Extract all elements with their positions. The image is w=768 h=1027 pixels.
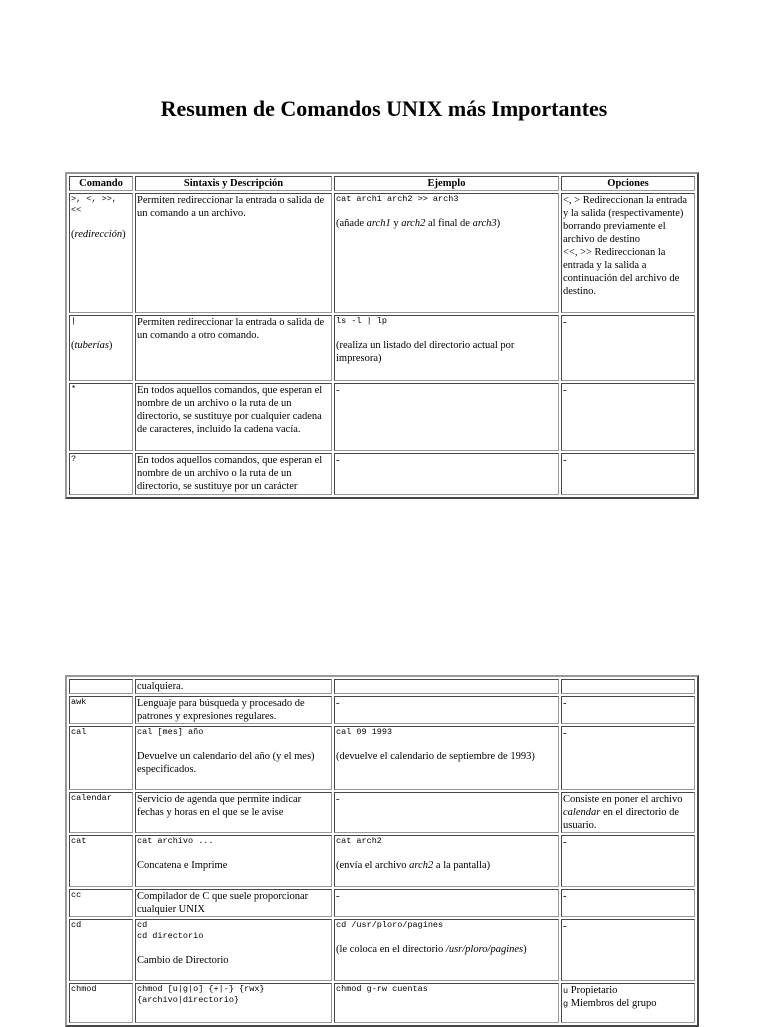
syntax-code: chmod [u|g|o] {+|-} {rwx} {archivo|directorio} [137, 984, 265, 1005]
example-code: cat arch1 arch2 >> arch3 [336, 194, 459, 204]
cell-opciones: - [561, 726, 695, 790]
cell-comando [69, 679, 133, 694]
cell-ejemplo: - [334, 453, 559, 495]
example-code: chmod g-rw cuentas [336, 984, 428, 994]
table-row [69, 315, 695, 381]
table-row [69, 696, 695, 724]
cell-descripcion [135, 835, 332, 887]
table-row [69, 919, 695, 981]
cell-opciones: - [561, 835, 695, 887]
cell-ejemplo: - [334, 889, 559, 917]
command-name: cal [71, 727, 87, 737]
table-row [69, 889, 695, 917]
cell-opciones: Consiste en poner el archivo calendar en el directorio de usuario. [561, 792, 695, 833]
cell-descripcion: Permiten redireccionar la entrada o salida de un comando a un archivo. [135, 193, 332, 313]
cell-opciones: <, > Redireccionan la entrada y la salida (respectivamente) borrando previamente el archivo de destino <<, >> Redireccionan la entrada y la salida a continuación del archivo de destino. [561, 193, 695, 313]
command-name: awk [71, 697, 87, 707]
cell-descripcion: Permiten redireccionar la entrada o salida de un comando a otro comando. [135, 315, 332, 381]
cell-opciones: u Propietario g Miembros del grupo [561, 983, 695, 1023]
example-code: cat arch2 [336, 836, 382, 846]
command-category: tuberías [74, 340, 109, 351]
command-name: chmod [71, 984, 97, 994]
cell-descripcion [135, 919, 332, 981]
table-row [69, 383, 695, 451]
description-text: Cambio de Directorio [137, 955, 229, 966]
description-text: Devuelve un calendario del año (y el mes) especificados. [137, 751, 315, 775]
commands-table-top [65, 172, 699, 499]
cell-ejemplo: - [334, 383, 559, 451]
command-name: >, <, >>, << [71, 194, 117, 215]
cell-descripcion: Lenguaje para búsqueda y procesado de patrones y expresiones regulares. [135, 696, 332, 724]
option-key: u [563, 986, 569, 996]
cell-ejemplo [334, 983, 559, 1023]
example-code: cd /usr/ploro/pagines [336, 920, 444, 930]
example-code: cal 09 1993 [336, 727, 393, 737]
cell-ejemplo: - [334, 792, 559, 833]
table-row [69, 193, 695, 313]
cell-ejemplo [334, 315, 559, 381]
cell-comando [69, 696, 133, 724]
header-comando: Comando [69, 176, 133, 191]
table-row [69, 453, 695, 495]
table-row [69, 726, 695, 790]
cell-descripcion [135, 726, 332, 790]
table-row [69, 835, 695, 887]
cell-comando [69, 919, 133, 981]
cell-opciones: - [561, 919, 695, 981]
cell-descripcion: cualquiera. [135, 679, 332, 694]
syntax-code: cd cd directorio [137, 920, 204, 941]
header-ejemplo: Ejemplo [334, 176, 559, 191]
cell-opciones: - [561, 453, 695, 495]
cell-ejemplo: cat arch1 arch2 >> arch3 (añade arch1 y arch2 al final de arch3) [334, 193, 559, 313]
cell-ejemplo [334, 679, 559, 694]
command-name: calendar [71, 793, 112, 803]
cell-opciones: - [561, 889, 695, 917]
page-title: Resumen de Comandos UNIX más Importantes [160, 96, 608, 121]
syntax-code: cal [mes] año [137, 727, 204, 737]
command-name: * [71, 384, 77, 394]
option-key: g [563, 999, 569, 1009]
header-opciones: Opciones [561, 176, 695, 191]
table-row [69, 983, 695, 1023]
cell-opciones: - [561, 696, 695, 724]
cell-descripcion [135, 983, 332, 1023]
cell-comando [69, 453, 133, 495]
cell-comando [69, 835, 133, 887]
description-text: Concatena e Imprime [137, 860, 228, 871]
header-sintaxis: Sintaxis y Descripción [135, 176, 332, 191]
cell-comando [69, 983, 133, 1023]
command-category: redirección [74, 229, 123, 240]
cell-comando: | (tuberías) [69, 315, 133, 381]
cell-ejemplo [334, 726, 559, 790]
example-text: (realiza un listado del directorio actual por impresora) [336, 340, 515, 364]
cell-comando [69, 726, 133, 790]
example-text: (devuelve el calendario de septiembre de 1993) [336, 751, 535, 762]
cell-ejemplo: cat arch2 (envía el archivo arch2 a la pantalla) [334, 835, 559, 887]
cell-comando [69, 792, 133, 833]
syntax-code: cat archivo ... [137, 836, 214, 846]
cell-descripcion: En todos aquellos comandos, que esperan el nombre de un archivo o la ruta de un directorio, se sustituye por un carácter [135, 453, 332, 495]
cell-descripcion: Servicio de agenda que permite indicar fechas y horas en el que se le avise [135, 792, 332, 833]
command-name: cd [71, 920, 82, 930]
cell-descripcion: Compilador de C que suele proporcionar cualquier UNIX [135, 889, 332, 917]
cell-opciones: - [561, 383, 695, 451]
command-name: cc [71, 890, 82, 900]
cell-comando: >, <, >>, << (redirección) [69, 193, 133, 313]
table-row [69, 679, 695, 694]
cell-ejemplo: cd /usr/ploro/pagines (le coloca en el directorio /usr/ploro/pagines) [334, 919, 559, 981]
command-name: | [71, 316, 77, 326]
table-header-row [69, 176, 695, 191]
commands-table-bottom [65, 675, 699, 1027]
example-code: ls -l | lp [336, 316, 388, 326]
command-name: ? [71, 454, 77, 464]
cell-comando [69, 889, 133, 917]
cell-descripcion: En todos aquellos comandos, que esperan el nombre de un archivo o la ruta de un directorio, se sustituye por cualquier cadena de caracteres, incluido la cadena vacía. [135, 383, 332, 451]
cell-opciones: - [561, 315, 695, 381]
cell-ejemplo: - [334, 696, 559, 724]
cell-opciones [561, 679, 695, 694]
table-row [69, 792, 695, 833]
command-name: cat [71, 836, 87, 846]
cell-comando [69, 383, 133, 451]
